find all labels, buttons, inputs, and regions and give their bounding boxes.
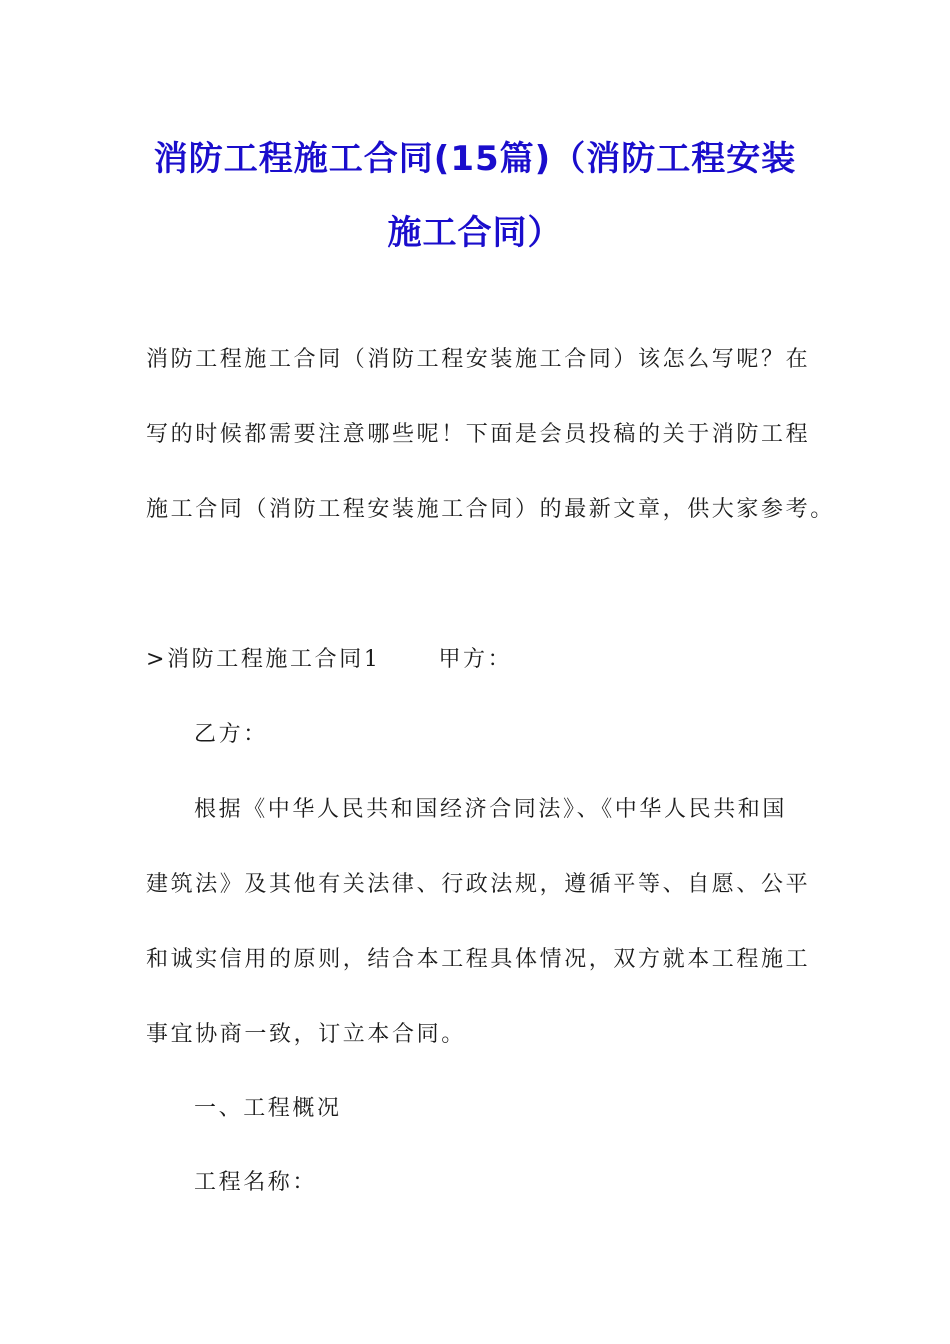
basis-line-4: 事宜协商一致，订立本合同。 bbox=[146, 1022, 466, 1047]
intro-line-3: 施工合同（消防工程安装施工合同）的最新文章，供大家参考。 bbox=[146, 497, 835, 522]
document-title-line-1: 消防工程施工合同(15篇)（消防工程安装 bbox=[153, 139, 797, 179]
party-b-label: 乙方： bbox=[194, 722, 268, 747]
section-heading-row bbox=[146, 645, 806, 675]
project-name-label: 工程名称： bbox=[194, 1170, 318, 1195]
basis-line-1: 根据《中华人民共和国经济合同法》、《中华人民共和国 bbox=[194, 797, 788, 822]
document-title-line-2: 施工合同） bbox=[387, 213, 563, 253]
party-a-label: 甲方： bbox=[438, 647, 513, 672]
clause-1-heading: 一、工程概况 bbox=[194, 1096, 342, 1121]
basis-line-3: 和诚实信用的原则，结合本工程具体情况，双方就本工程施工 bbox=[146, 947, 811, 972]
intro-line-2: 写的时候都需要注意哪些呢！下面是会员投稿的关于消防工程 bbox=[146, 422, 811, 447]
intro-line-1: 消防工程施工合同（消防工程安装施工合同）该怎么写呢？在 bbox=[146, 347, 811, 372]
section-heading: >消防工程施工合同1 bbox=[146, 647, 381, 672]
basis-line-2: 建筑法》及其他有关法律、行政法规，遵循平等、自愿、公平 bbox=[146, 872, 811, 897]
